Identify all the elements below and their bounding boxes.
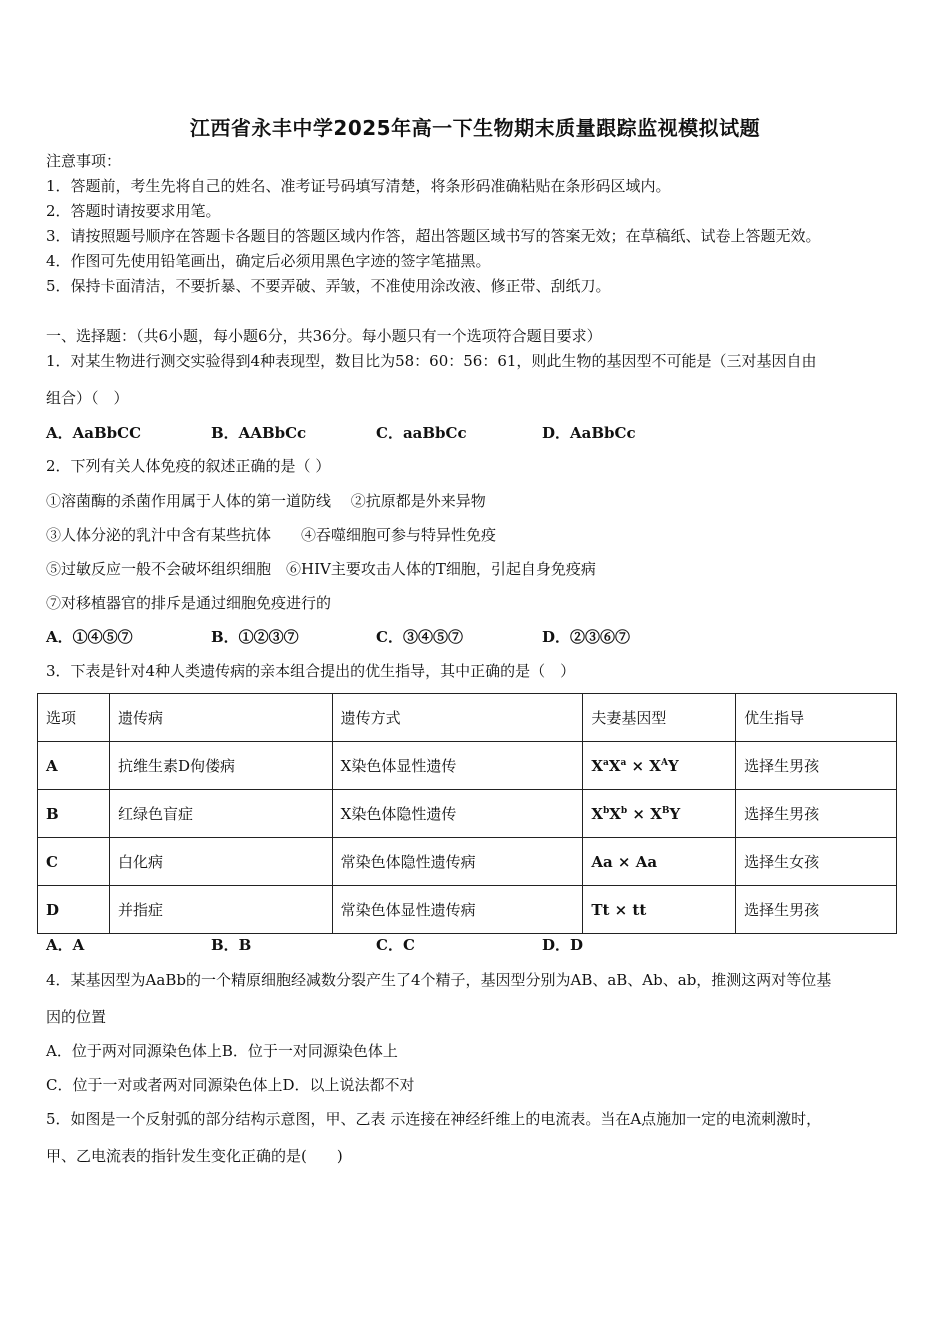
table-row <box>38 790 897 838</box>
header-option: 选项 <box>38 694 110 742</box>
row-mode: 常染色体显性遗传病 <box>332 886 583 934</box>
q3-option-c[interactable]: C．C <box>376 936 415 954</box>
notice-heading: 注意事项： <box>46 152 122 170</box>
q2-option-a[interactable]: A．①④⑤⑦ <box>46 628 133 646</box>
q4-options-cd[interactable]: C．位于一对或者两对同源染色体上D．以上说法都不对 <box>46 1076 415 1094</box>
row-disease: 并指症 <box>109 886 332 934</box>
q1-option-a[interactable]: A．AaBbCC <box>46 424 142 442</box>
row-mode: X染色体显性遗传 <box>332 742 583 790</box>
q3-options <box>46 935 906 955</box>
row-disease: 红绿色盲症 <box>109 790 332 838</box>
q2-options <box>46 627 906 647</box>
genetics-table <box>37 693 897 934</box>
header-genotype: 夫妻基因型 <box>583 694 736 742</box>
row-advice: 选择生男孩 <box>736 742 897 790</box>
row-genotype: Tt × tt <box>583 886 736 934</box>
notice-item-3: 3．请按照题号顺序在答题卡各题目的答题区域内作答，超出答题区域书写的答案无效；在草稿纸、试卷上答题无效。 <box>46 227 821 245</box>
q2-option-b[interactable]: B．①②③⑦ <box>211 628 299 646</box>
q1-stem-line2: 组合）（ ） <box>46 389 129 407</box>
q4-options-ab[interactable]: A．位于两对同源染色体上B．位于一对同源染色体上 <box>46 1042 398 1060</box>
row-advice: 选择生女孩 <box>736 838 897 886</box>
q1-options <box>46 423 906 443</box>
row-mode: 常染色体隐性遗传病 <box>332 838 583 886</box>
table-row <box>38 838 897 886</box>
notice-item-2: 2．答题时请按要求用笔。 <box>46 202 221 220</box>
header-disease: 遗传病 <box>109 694 332 742</box>
table-row <box>38 742 897 790</box>
row-option: B <box>38 790 110 838</box>
q3-option-a[interactable]: A．A <box>46 936 85 954</box>
q3-option-b[interactable]: B．B <box>211 936 252 954</box>
notice-item-1: 1．答题前，考生先将自己的姓名、准考证号码填写清楚，将条形码准确粘贴在条形码区域内。 <box>46 177 671 195</box>
table-header-row <box>38 694 897 742</box>
page-title: 江西省永丰中学2025年高一下生物期末质量跟踪监视模拟试题 <box>189 116 761 140</box>
q2-statement-1: ①溶菌酶的杀菌作用属于人体的第一道防线 ②抗原都是外来异物 <box>46 492 486 510</box>
q5-stem-line2: 甲、乙电流表的指针发生变化正确的是( ) <box>46 1147 343 1165</box>
table-row <box>38 886 897 934</box>
header-advice: 优生指导 <box>736 694 897 742</box>
row-genotype: $X^bX^b \times X^BY$ <box>583 790 736 838</box>
q1-option-c[interactable]: C．aaBbCc <box>376 424 467 442</box>
q2-statement-2: ③人体分泌的乳汁中含有某些抗体 ④吞噬细胞可参与特异性免疫 <box>46 526 497 544</box>
q1-option-b[interactable]: B．AABbCc <box>211 424 307 442</box>
notice-item-5: 5．保持卡面清洁，不要折暴、不要弄破、弄皱，不准使用涂改液、修正带、刮纸刀。 <box>46 277 611 295</box>
row-option: A <box>38 742 110 790</box>
row-disease: 白化病 <box>109 838 332 886</box>
row-option: C <box>38 838 110 886</box>
row-disease: 抗维生素D佝偻病 <box>109 742 332 790</box>
q1-stem-line1: 1．对某生物进行测交实验得到4种表现型，数目比为58：60：56：61，则此生物的基因型不可能是（三对基因自由 <box>46 352 817 370</box>
q3-option-d[interactable]: D．D <box>542 936 584 954</box>
section-heading: 一、选择题：（共6小题，每小题6分，共36分。每小题只有一个选项符合题目要求） <box>46 327 602 345</box>
row-option: D <box>38 886 110 934</box>
q4-stem-line1: 4．某基因型为AaBb的一个精原细胞经减数分裂产生了4个精子，基因型分别为AB、aB、Ab、ab，推测这两对等位基 <box>46 971 832 989</box>
q5-stem-line1: 5．如图是一个反射弧的部分结构示意图，甲、乙表 示连接在神经纤维上的电流表。当在A点施加一定的电流刺激时， <box>46 1110 822 1128</box>
q2-stem: 2．下列有关人体免疫的叙述正确的是（ ） <box>46 457 331 475</box>
q2-statement-4: ⑦对移植器官的排斥是通过细胞免疫进行的 <box>46 594 332 612</box>
header-mode: 遗传方式 <box>332 694 583 742</box>
row-mode: X染色体隐性遗传 <box>332 790 583 838</box>
q4-stem-line2: 因的位置 <box>46 1008 107 1026</box>
q2-option-c[interactable]: C．③④⑤⑦ <box>376 628 463 646</box>
row-advice: 选择生男孩 <box>736 886 897 934</box>
row-genotype: $X^aX^a \times X^AY$ <box>583 742 736 790</box>
q2-option-d[interactable]: D．②③⑥⑦ <box>542 628 631 646</box>
q3-stem: 3．下表是针对4种人类遗传病的亲本组合提出的优生指导，其中正确的是（ ） <box>46 662 576 680</box>
row-advice: 选择生男孩 <box>736 790 897 838</box>
q1-option-d[interactable]: D．AaBbCc <box>542 424 636 442</box>
q2-statement-3: ⑤过敏反应一般不会破坏组织细胞 ⑥HIV主要攻击人体的T细胞，引起自身免疫病 <box>46 560 596 578</box>
row-genotype: Aa × Aa <box>583 838 736 886</box>
notice-item-4: 4．作图可先使用铅笔画出，确定后必须用黑色字迹的签字笔描黑。 <box>46 252 491 270</box>
